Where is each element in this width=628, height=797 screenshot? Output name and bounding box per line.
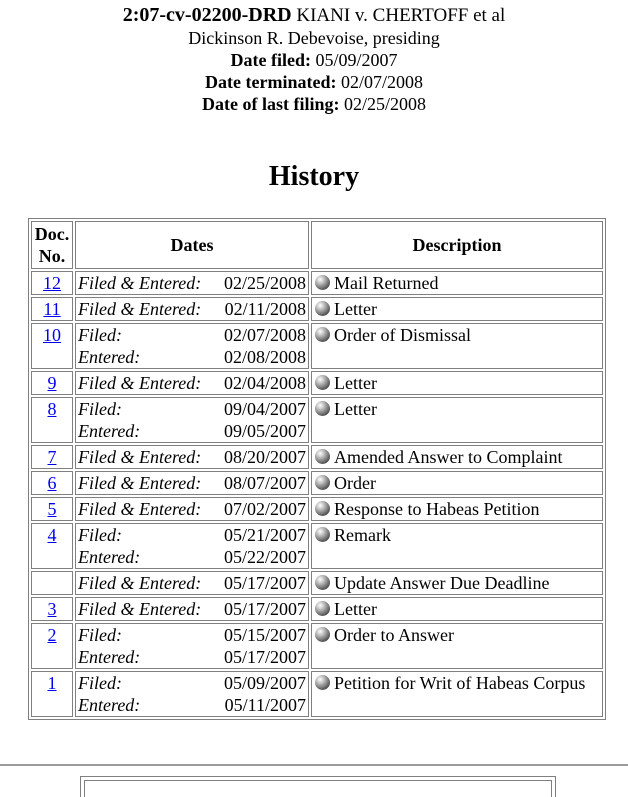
- doc-number-cell: [31, 597, 73, 621]
- date-filed-label: Date filed:: [230, 50, 311, 70]
- dates-cell: [75, 471, 309, 495]
- globe-icon[interactable]: [315, 527, 330, 542]
- doc-number-link[interactable]: 5: [47, 499, 57, 519]
- doc-number-cell: [31, 523, 73, 569]
- description-text: Letter: [334, 299, 377, 319]
- history-row: [31, 597, 603, 621]
- description-text: Letter: [334, 399, 377, 419]
- description-cell: [311, 371, 603, 395]
- history-table: [28, 218, 606, 720]
- date-label: Entered:: [78, 547, 141, 567]
- date-line: [78, 672, 306, 694]
- description-cell: [311, 445, 603, 469]
- date-label: Filed & Entered:: [78, 273, 202, 293]
- doc-number-link[interactable]: 1: [47, 673, 57, 693]
- date-value: 05/17/2007: [223, 647, 306, 667]
- dates-cell: [75, 497, 309, 521]
- date-label: Filed:: [78, 525, 122, 545]
- globe-icon[interactable]: [315, 601, 330, 616]
- date-value: 08/07/2007: [223, 473, 306, 493]
- date-line: [78, 420, 306, 442]
- description-text: Amended Answer to Complaint: [334, 447, 563, 467]
- date-value: 05/11/2007: [224, 695, 306, 715]
- history-row: [31, 297, 603, 321]
- date-line: [78, 694, 306, 716]
- date-value: 02/11/2008: [224, 299, 306, 319]
- doc-number-link[interactable]: 11: [43, 299, 61, 319]
- date-value: 07/02/2007: [223, 499, 306, 519]
- doc-number-link[interactable]: 8: [47, 399, 57, 419]
- description-text: Order to Answer: [334, 625, 454, 645]
- doc-number-cell: [31, 471, 73, 495]
- description-text: Letter: [334, 599, 377, 619]
- date-label: Filed:: [78, 673, 122, 693]
- doc-number-link[interactable]: 6: [47, 473, 57, 493]
- date-value: 02/25/2008: [223, 273, 306, 293]
- doc-number-cell: [31, 323, 73, 369]
- date-line: [78, 446, 306, 468]
- globe-icon[interactable]: [315, 327, 330, 342]
- case-number: 2:07-cv-02200-DRD: [122, 4, 292, 26]
- date-line: [78, 498, 306, 520]
- date-line: [78, 472, 306, 494]
- case-title: KIANI v. CHERTOFF et al: [296, 5, 506, 26]
- date-value: 09/04/2007: [223, 399, 306, 419]
- date-line: [78, 324, 306, 346]
- doc-number-link[interactable]: 3: [47, 599, 57, 619]
- history-row: [31, 397, 603, 443]
- date-terminated-value: 02/07/2008: [340, 72, 423, 92]
- doc-number-cell: [31, 271, 73, 295]
- date-label: Filed & Entered:: [78, 447, 202, 467]
- doc-number-cell: [31, 623, 73, 669]
- date-label: Filed & Entered:: [78, 373, 202, 393]
- divider: [0, 764, 628, 766]
- globe-icon[interactable]: [315, 375, 330, 390]
- doc-number-link[interactable]: 7: [47, 447, 57, 467]
- date-line: [78, 298, 306, 320]
- dates-cell: [75, 597, 309, 621]
- description-cell: [311, 671, 603, 717]
- date-label: Filed & Entered:: [78, 499, 202, 519]
- history-row: [31, 623, 603, 669]
- dates-cell: [75, 571, 309, 595]
- date-label: Filed & Entered:: [78, 299, 202, 319]
- dates-cell: [75, 671, 309, 717]
- dates-cell: [75, 397, 309, 443]
- doc-number-link[interactable]: 2: [47, 625, 57, 645]
- date-line: [78, 546, 306, 568]
- description-cell: [311, 623, 603, 669]
- date-value: 05/21/2007: [223, 525, 306, 545]
- footer-box: [80, 776, 556, 797]
- date-value: 05/22/2007: [223, 547, 306, 567]
- doc-number-cell: [31, 397, 73, 443]
- history-row: [31, 497, 603, 521]
- date-value: 05/17/2007: [223, 573, 306, 593]
- description-cell: [311, 297, 603, 321]
- doc-number-cell: [31, 445, 73, 469]
- date-line: [78, 624, 306, 646]
- header-docno: Doc. No.: [31, 221, 73, 269]
- description-cell: [311, 597, 603, 621]
- description-cell: [311, 271, 603, 295]
- last-filing-label: Date of last filing:: [202, 94, 340, 114]
- doc-number-cell: [31, 371, 73, 395]
- description-text: Remark: [334, 525, 391, 545]
- date-line: [78, 346, 306, 368]
- description-text: Petition for Writ of Habeas Corpus: [334, 673, 586, 693]
- date-filed-value: 05/09/2007: [315, 50, 398, 70]
- date-label: Entered:: [78, 695, 141, 715]
- globe-icon[interactable]: [315, 501, 330, 516]
- dates-cell: [75, 271, 309, 295]
- globe-icon[interactable]: [315, 275, 330, 290]
- history-body: [31, 271, 603, 717]
- header-dates: Dates: [75, 221, 309, 269]
- globe-icon[interactable]: [315, 401, 330, 416]
- date-value: 05/09/2007: [223, 673, 306, 693]
- dates-cell: [75, 445, 309, 469]
- date-label: Filed:: [78, 399, 122, 419]
- description-cell: [311, 471, 603, 495]
- date-label: Filed & Entered:: [78, 573, 202, 593]
- date-value: 02/07/2008: [223, 325, 306, 345]
- dates-cell: [75, 297, 309, 321]
- date-filed: [0, 49, 628, 71]
- date-line: [78, 646, 306, 668]
- description-cell: [311, 571, 603, 595]
- date-value: 05/17/2007: [223, 599, 306, 619]
- doc-number-cell: [31, 497, 73, 521]
- doc-number-cell: [31, 671, 73, 717]
- date-line: [78, 598, 306, 620]
- history-row: [31, 445, 603, 469]
- date-label: Filed & Entered:: [78, 473, 202, 493]
- globe-icon[interactable]: [315, 575, 330, 590]
- doc-number-link[interactable]: 12: [43, 273, 61, 293]
- date-label: Filed & Entered:: [78, 599, 202, 619]
- header-description: Description: [311, 221, 603, 269]
- history-row: [31, 671, 603, 717]
- description-text: Order of Dismissal: [334, 325, 471, 345]
- date-value: 02/04/2008: [223, 373, 306, 393]
- history-row: [31, 271, 603, 295]
- doc-number-link[interactable]: 9: [47, 373, 57, 393]
- description-text: Mail Returned: [334, 273, 439, 293]
- description-cell: [311, 323, 603, 369]
- history-row: [31, 571, 603, 595]
- description-text: Letter: [334, 373, 377, 393]
- doc-number-cell: [31, 297, 73, 321]
- doc-number-cell: [31, 571, 73, 595]
- date-terminated: [0, 71, 628, 93]
- description-cell: [311, 497, 603, 521]
- date-value: 02/08/2008: [223, 347, 306, 367]
- description-text: Response to Habeas Petition: [334, 499, 540, 519]
- history-title: History: [268, 161, 360, 192]
- history-row: [31, 323, 603, 369]
- globe-icon[interactable]: [315, 675, 330, 690]
- globe-icon[interactable]: [315, 627, 330, 642]
- description-text: Update Answer Due Deadline: [334, 573, 550, 593]
- last-filing-value: 02/25/2008: [343, 94, 426, 114]
- history-row: [31, 371, 603, 395]
- date-value: 08/20/2007: [223, 447, 306, 467]
- doc-number-link[interactable]: 4: [47, 525, 57, 545]
- date-label: Entered:: [78, 421, 141, 441]
- date-line: [78, 572, 306, 594]
- globe-icon[interactable]: [315, 475, 330, 490]
- date-label: Filed:: [78, 325, 122, 345]
- date-value: 05/15/2007: [223, 625, 306, 645]
- dates-cell: [75, 523, 309, 569]
- doc-number-link[interactable]: 10: [43, 325, 61, 345]
- globe-icon[interactable]: [315, 301, 330, 316]
- history-header-row: [31, 221, 603, 269]
- date-label: Entered:: [78, 647, 141, 667]
- description-cell: [311, 523, 603, 569]
- date-label: Entered:: [78, 347, 141, 367]
- date-label: Filed:: [78, 625, 122, 645]
- globe-icon[interactable]: [315, 449, 330, 464]
- date-value: 09/05/2007: [223, 421, 306, 441]
- date-terminated-label: Date terminated:: [205, 72, 337, 92]
- history-row: [31, 471, 603, 495]
- date-line: [78, 398, 306, 420]
- description-text: Order: [334, 473, 376, 493]
- dates-cell: [75, 371, 309, 395]
- date-line: [78, 372, 306, 394]
- dates-cell: [75, 323, 309, 369]
- presiding-judge: Dickinson R. Debevoise, presiding: [188, 28, 440, 48]
- dates-cell: [75, 623, 309, 669]
- history-row: [31, 523, 603, 569]
- case-header: [0, 4, 628, 27]
- date-line: [78, 272, 306, 294]
- date-line: [78, 524, 306, 546]
- date-last-filing: [0, 93, 628, 115]
- description-cell: [311, 397, 603, 443]
